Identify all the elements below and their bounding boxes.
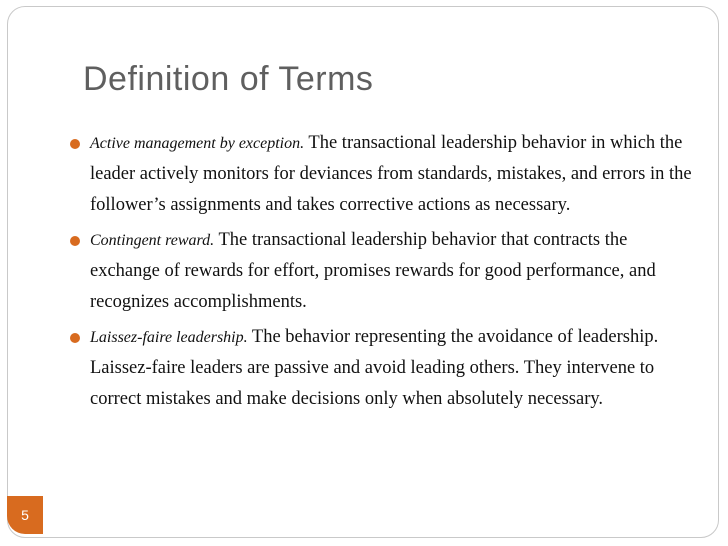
slide-title: Definition of Terms: [83, 60, 374, 98]
term-definition: The transactional leadership behavior in which the leader actively monitors for deviances from standards, mistakes, and errors in the follower’s assignments and takes corrective actions as necessary.: [90, 133, 692, 215]
bullet-item-contingent-reward: [70, 225, 695, 318]
bullet-item-laissez-faire: [70, 322, 695, 415]
bullet-marker-icon: [70, 333, 80, 343]
term-label: Contingent reward.: [90, 232, 215, 249]
term-definition: The behavior representing the avoidance of leadership. Laissez-faire leaders are passive and avoid leading others. They intervene to correct mistakes and make decisions only when absolutely necessary.: [90, 327, 659, 409]
page-number-badge: 5: [7, 496, 43, 534]
bullet-item-active-management: [70, 128, 695, 221]
term-label: Laissez-faire leadership.: [90, 329, 248, 346]
bullet-marker-icon: [70, 236, 80, 246]
bullet-list: [70, 128, 695, 419]
term-label: Active management by exception.: [90, 135, 305, 152]
term-definition: The transactional leadership behavior that contracts the exchange of rewards for effort, promises rewards for good performance, and recognizes accomplishments.: [90, 230, 656, 312]
bullet-marker-icon: [70, 139, 80, 149]
